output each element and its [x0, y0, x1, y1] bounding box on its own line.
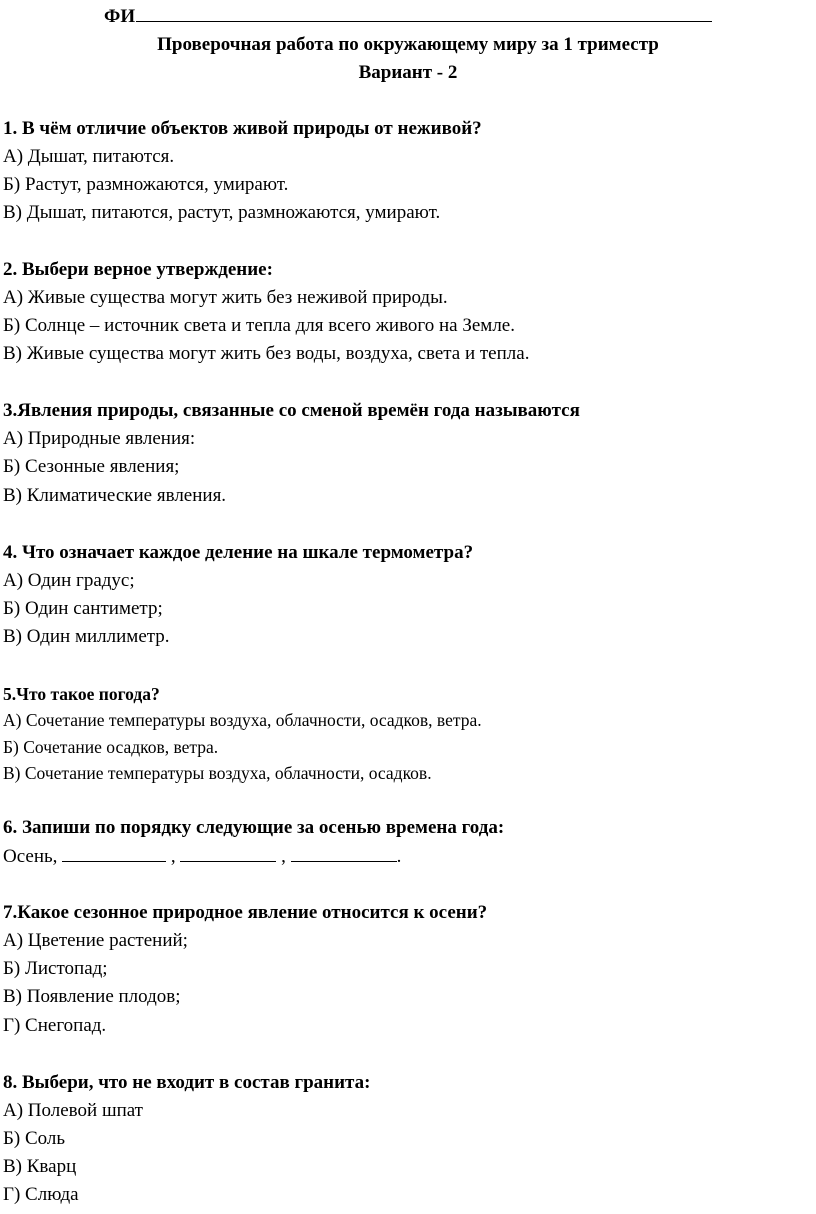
- question-4-option-c: В) Один миллиметр.: [3, 626, 170, 647]
- question-5-option-a: А) Сочетание температуры воздуха, облачности, осадков, ветра.: [3, 710, 482, 730]
- question-6: 6. Запиши по порядку следующие за осенью времена года:: [3, 817, 505, 838]
- question-3-option-c: В) Климатические явления.: [3, 485, 227, 506]
- question-7-option-a: А) Цветение растений;: [3, 930, 188, 951]
- fi-label: ФИ: [104, 6, 136, 27]
- question-2: 2. Выбери верное утверждение:: [3, 259, 273, 280]
- answer-blank-1[interactable]: [62, 843, 166, 862]
- answer-prefix: Осень,: [3, 846, 58, 867]
- question-1-option-c: В) Дышат, питаются, растут, размножаются, умирают.: [3, 202, 441, 223]
- question-3: 3.Явления природы, связанные со сменой времён года называются: [3, 400, 580, 421]
- question-2-option-b: Б) Солнце – источник света и тепла для всего живого на Земле.: [3, 315, 515, 336]
- question-7: 7.Какое сезонное природное явление относится к осени?: [3, 902, 488, 923]
- question-8-option-d: Г) Слюда: [3, 1184, 79, 1205]
- variant-label: Вариант - 2: [358, 62, 458, 83]
- question-2-option-c: В) Живые существа могут жить без воды, воздуха, света и тепла.: [3, 343, 530, 364]
- question-5-option-c: В) Сочетание температуры воздуха, облачности, осадков.: [3, 763, 432, 783]
- question-1-option-b: Б) Растут, размножаются, умирают.: [3, 174, 289, 195]
- question-3-option-b: Б) Сезонные явления;: [3, 456, 180, 477]
- question-4-option-a: А) Один градус;: [3, 570, 135, 591]
- answer-blank-2[interactable]: [180, 843, 276, 862]
- question-3-option-a: А) Природные явления:: [3, 428, 196, 449]
- question-4: 4. Что означает каждое деление на шкале термометра?: [3, 542, 474, 563]
- name-blank[interactable]: [136, 3, 712, 22]
- question-8-option-a: А) Полевой шпат: [3, 1100, 143, 1121]
- question-8: 8. Выбери, что не входит в состав гранита:: [3, 1072, 371, 1093]
- question-1: 1. В чём отличие объектов живой природы от неживой?: [3, 118, 482, 139]
- question-1-option-a: А) Дышат, питаются.: [3, 146, 175, 167]
- answer-blank-3[interactable]: [291, 843, 397, 862]
- question-7-option-b: Б) Листопад;: [3, 958, 108, 979]
- question-8-option-b: Б) Соль: [3, 1128, 66, 1149]
- name-field-line: [104, 3, 712, 30]
- answer-end: .: [396, 846, 402, 867]
- question-6-answer-line: [3, 843, 401, 870]
- question-7-option-c: В) Появление плодов;: [3, 986, 181, 1007]
- answer-separator-1: ,: [170, 846, 176, 867]
- question-5: 5.Что такое погода?: [3, 684, 160, 704]
- answer-separator-2: ,: [281, 846, 286, 867]
- question-4-option-b: Б) Один сантиметр;: [3, 598, 163, 619]
- question-8-option-c: В) Кварц: [3, 1156, 77, 1177]
- question-5-option-b: Б) Сочетание осадков, ветра.: [3, 737, 219, 757]
- question-7-option-d: Г) Снегопад.: [3, 1015, 107, 1036]
- question-2-option-a: А) Живые существа могут жить без неживой природы.: [3, 287, 448, 308]
- page-title: Проверочная работа по окружающему миру за 1 триместр: [157, 34, 659, 55]
